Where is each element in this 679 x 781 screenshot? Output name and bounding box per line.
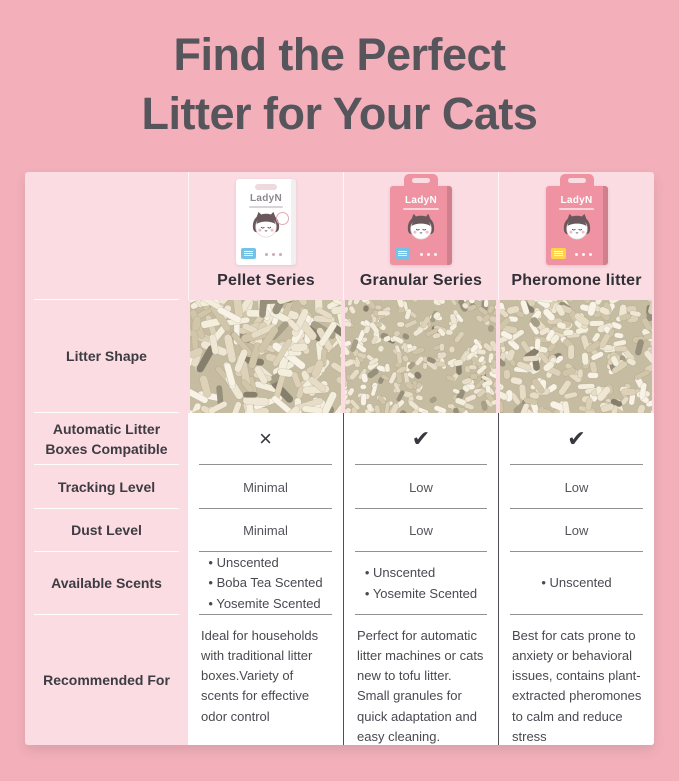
- litter-photo-granular: [345, 300, 496, 413]
- cell-dust-pheromone: Low: [498, 509, 654, 552]
- cell-shape-pellet: [188, 300, 343, 413]
- box-badge: [241, 248, 256, 259]
- cell-compatible-pheromone: [498, 413, 654, 465]
- row-label-litter-shape: Litter Shape: [25, 300, 188, 413]
- product-box-pheromone: [546, 186, 608, 265]
- product-box-pellet: [236, 179, 296, 265]
- box-feature-icons: [260, 253, 286, 256]
- box-badge: [551, 248, 566, 259]
- box-handle: [560, 174, 594, 190]
- row-label-tracking: Tracking Level: [25, 465, 188, 509]
- scent-list: [365, 563, 477, 603]
- title-line-1: Find the Perfect: [173, 29, 506, 80]
- box-tagline-decoration: [249, 206, 284, 208]
- box-tagline-decoration: [403, 208, 439, 210]
- row-label-dust: Dust Level: [25, 509, 188, 552]
- cell-dust-granular: Low: [343, 509, 498, 552]
- box-tagline-decoration: [559, 208, 595, 210]
- box-side-edge: [603, 186, 608, 265]
- cell-tracking-granular: Low: [343, 465, 498, 509]
- cell-dust-pellet: Minimal: [188, 509, 343, 552]
- cell-shape-pheromone: [498, 300, 654, 413]
- brand-logo: LadyN: [404, 195, 438, 206]
- scent-item: • Yosemite Scented: [208, 594, 322, 614]
- series-title: Granular Series: [359, 272, 483, 289]
- box-stamp-decoration: [276, 212, 289, 225]
- comparison-table: [25, 172, 654, 745]
- scent-item: • Unscented: [365, 563, 477, 583]
- series-title: Pellet Series: [217, 272, 315, 289]
- box-feature-icons: [570, 253, 598, 256]
- title-line-2: Litter for Your Cats: [141, 87, 538, 139]
- scent-item: • Unscented: [208, 553, 322, 573]
- box-handle-hole: [255, 184, 277, 190]
- column-header-pellet: [188, 172, 343, 300]
- box-handle: [404, 174, 438, 190]
- cell-tracking-pheromone: Low: [498, 465, 654, 509]
- scent-item: • Boba Tea Scented: [208, 573, 322, 593]
- box-handle-hole: [412, 178, 430, 183]
- column-header-granular: [343, 172, 498, 300]
- cell-compatible-granular: [343, 413, 498, 465]
- row-label-scents: Available Scents: [25, 552, 188, 615]
- cat-mascot-illustration: [546, 213, 608, 241]
- product-box-granular: [390, 186, 452, 265]
- cell-scents-pellet: [188, 552, 343, 615]
- litter-photo-pellet: [190, 300, 341, 413]
- cell-shape-granular: [343, 300, 498, 413]
- box-handle-hole: [568, 178, 586, 183]
- cat-mascot-illustration: [390, 213, 452, 241]
- scent-item: • Unscented: [541, 573, 611, 593]
- cell-recommended-pheromone: Best for cats prone to anxiety or behavioral issues, contains plant-extracted pheromones to calm and reduce stress: [498, 615, 654, 745]
- box-side-edge: [291, 179, 296, 265]
- brand-logo: LadyN: [249, 193, 283, 204]
- cell-recommended-pellet: Ideal for households with traditional litter boxes.Variety of scents for effective odor control: [188, 615, 343, 745]
- scent-list: [541, 573, 611, 593]
- box-feature-icons: [414, 253, 442, 256]
- header-corner-cell: [25, 172, 188, 300]
- cell-tracking-pellet: Minimal: [188, 465, 343, 509]
- cell-compatible-pellet: [188, 413, 343, 465]
- scent-item: • Yosemite Scented: [365, 584, 477, 604]
- cell-scents-granular: [343, 552, 498, 615]
- check-mark-icon: ✔: [411, 426, 431, 451]
- brand-logo: LadyN: [560, 195, 593, 206]
- check-mark-icon: ✔: [567, 426, 586, 451]
- row-label-compatible: Automatic Litter Boxes Compatible: [25, 413, 188, 465]
- box-badge: [395, 248, 410, 259]
- cross-mark-icon: ×: [259, 426, 272, 451]
- cell-scents-pheromone: [498, 552, 654, 615]
- box-side-edge: [447, 186, 452, 265]
- page-title: [0, 26, 679, 143]
- cell-recommended-granular: Perfect for automatic litter machines or cats new to tofu litter. Small granules for quick adaptation and easy cleaning.: [343, 615, 498, 745]
- column-header-pheromone: [498, 172, 654, 300]
- series-title: Pheromone litter: [511, 272, 642, 289]
- litter-photo-pheromone: [500, 300, 652, 413]
- scent-list: [208, 553, 322, 613]
- row-label-recommended: Recommended For: [43, 671, 170, 688]
